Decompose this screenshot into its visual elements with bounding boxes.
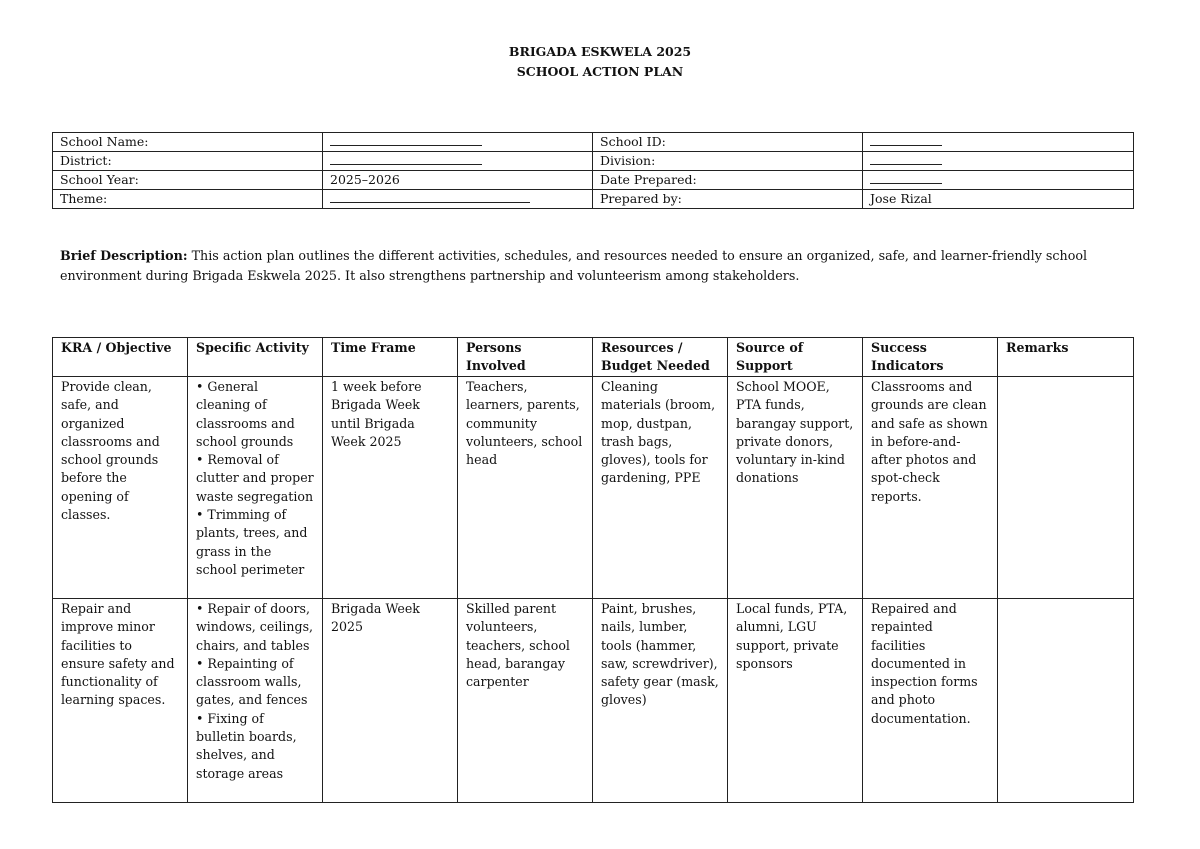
activity-item: • General cleaning of classrooms and school grounds <box>196 379 295 449</box>
activity-item: • Fixing of bulletin boards, shelves, and storage areas <box>196 710 297 781</box>
school-name-field <box>323 133 593 152</box>
activity-cell <box>188 377 323 599</box>
action-plan-table <box>52 337 1134 803</box>
description-label: Brief Description: <box>60 248 188 263</box>
column-header: Success Indicators <box>863 338 998 377</box>
prepared-by-label: Prepared by: <box>593 190 863 209</box>
theme-label: Theme: <box>53 190 323 209</box>
school-name-label: School Name: <box>53 133 323 152</box>
column-header: Persons Involved <box>458 338 593 377</box>
school-id-label: School ID: <box>593 133 863 152</box>
column-header: Specific Activity <box>188 338 323 377</box>
school-year-value: 2025–2026 <box>323 171 593 190</box>
remarks-cell <box>998 377 1134 599</box>
document-subtitle: SCHOOL ACTION PLAN <box>516 64 684 79</box>
persons-cell: Teachers, learners, parents, community volunteers, school head <box>458 377 593 599</box>
column-header: Source of Support <box>728 338 863 377</box>
indicators-cell: Repaired and repainted facilities documented in inspection forms and photo documentation. <box>863 599 998 803</box>
activity-item: • Repair of doors, windows, ceilings, chairs, and tables <box>196 601 314 653</box>
time-frame-cell: Brigada Week 2025 <box>323 599 458 803</box>
persons-cell: Skilled parent volunteers, teachers, school head, barangay carpenter <box>458 599 593 803</box>
date-prepared-field <box>863 171 1134 190</box>
activity-cell <box>188 599 323 803</box>
indicators-cell: Classrooms and grounds are clean and safe as shown in before-and-after photos and spot-check reports. <box>863 377 998 599</box>
objective-cell: Provide clean, safe, and organized classrooms and school grounds before the opening of classes. <box>53 377 188 599</box>
division-field <box>863 152 1134 171</box>
support-cell: School MOOE, PTA funds, barangay support, private donors, voluntary in-kind donations <box>728 377 863 599</box>
info-row <box>53 133 1134 152</box>
time-frame-cell: 1 week before Brigada Week until Brigada Week 2025 <box>323 377 458 599</box>
column-header: Time Frame <box>323 338 458 377</box>
support-cell: Local funds, PTA, alumni, LGU support, private sponsors <box>728 599 863 803</box>
school-id-field <box>863 133 1134 152</box>
activity-item: • Trimming of plants, trees, and grass in the school perimeter <box>196 507 308 577</box>
info-row <box>53 190 1134 209</box>
activity-item: • Removal of clutter and proper waste segregation <box>196 452 314 504</box>
column-header: Remarks <box>998 338 1134 377</box>
header-row <box>53 338 1134 377</box>
resources-cell: Cleaning materials (broom, mop, dustpan, trash bags, gloves), tools for gardening, PPE <box>593 377 728 599</box>
division-label: Division: <box>593 152 863 171</box>
date-prepared-label: Date Prepared: <box>593 171 863 190</box>
district-label: District: <box>53 152 323 171</box>
district-field <box>323 152 593 171</box>
brief-description <box>60 246 1140 286</box>
description-text: This action plan outlines the different activities, schedules, and resources needed to ensure an organized, safe, and learner-friendly school environment during Brigada Eskwela 2025. It also strengthens partnership and volunteerism among stakeholders. <box>60 248 1088 283</box>
prepared-by-value: Jose Rizal <box>863 190 1134 209</box>
info-row <box>53 171 1134 190</box>
resources-cell: Paint, brushes, nails, lumber, tools (hammer, saw, screwdriver), safety gear (mask, gloves) <box>593 599 728 803</box>
remarks-cell <box>998 599 1134 803</box>
column-header: KRA / Objective <box>53 338 188 377</box>
activity-item: • Repainting of classroom walls, gates, and fences <box>196 655 308 708</box>
document-title: BRIGADA ESKWELA 2025 <box>508 44 692 59</box>
table-row <box>53 377 1134 599</box>
objective-cell: Repair and improve minor facilities to ensure safety and functionality of learning spaces. <box>53 599 188 803</box>
school-info-table <box>52 132 1134 209</box>
theme-field <box>323 190 593 209</box>
column-header: Resources / Budget Needed <box>593 338 728 377</box>
table-row <box>53 599 1134 803</box>
info-row <box>53 152 1134 171</box>
school-year-label: School Year: <box>53 171 323 190</box>
